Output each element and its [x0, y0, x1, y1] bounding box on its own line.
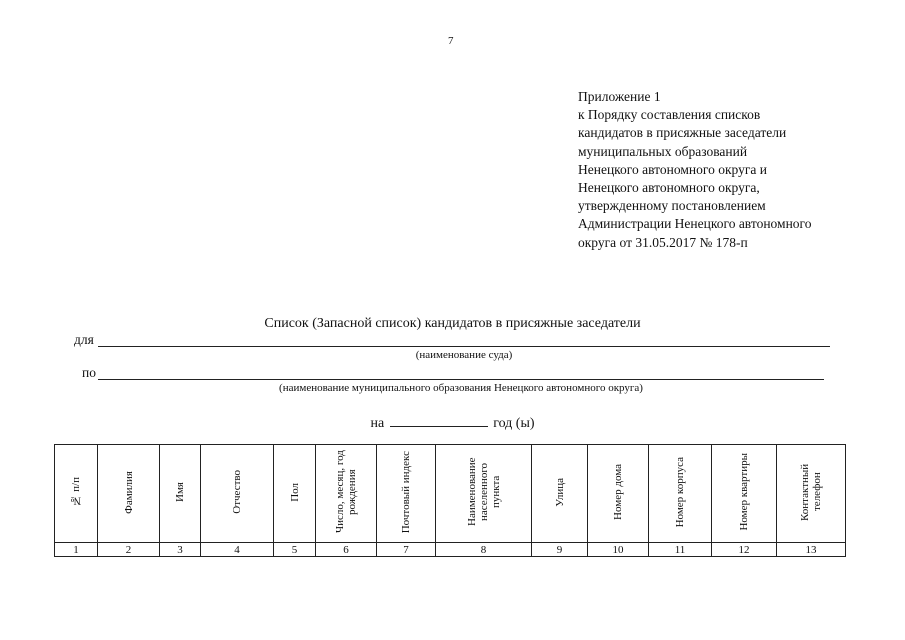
appendix-line: Приложение 1 [578, 89, 661, 104]
appendix-line: Ненецкого автономного округа, [578, 180, 760, 196]
header-birthdate: Число, месяц, год рождения [334, 450, 358, 534]
column-number: 12 [712, 543, 777, 557]
column-number: 8 [436, 543, 532, 557]
year-blank[interactable] [390, 414, 488, 427]
appendix-line: утвержденному постановлением [578, 198, 766, 214]
table-header-row [55, 445, 846, 543]
appendix-line: округа от 31.05.2017 № 178-п [578, 234, 748, 250]
header-cell [55, 445, 98, 543]
column-number: 5 [274, 543, 316, 557]
column-number: 7 [377, 543, 436, 557]
year-prefix: на [370, 416, 385, 431]
header-surname: Фамилия [122, 470, 135, 514]
column-number: 11 [649, 543, 712, 557]
column-number: 13 [777, 543, 846, 557]
header-postal-code: Почтовый индекс [400, 450, 412, 534]
header-phone: Контактный телефон [799, 463, 823, 521]
header-apartment: Номер квартиры [738, 453, 750, 531]
header-cell [274, 445, 316, 543]
appendix-line: к Порядку составления списков [578, 107, 761, 123]
header-cell [436, 445, 532, 543]
header-sex: Пол [288, 482, 301, 502]
candidates-table [54, 444, 846, 557]
page-number: 7 [448, 35, 454, 47]
header-cell [649, 445, 712, 543]
column-number: 4 [201, 543, 274, 557]
appendix-line: кандидатов в присяжные заседатели [578, 125, 787, 141]
header-cell [777, 445, 846, 543]
court-caption: (наименование суда) [415, 349, 513, 361]
year-suffix: год (ы) [493, 416, 535, 431]
municipality-blank-line[interactable] [98, 379, 824, 380]
appendix-line: муниципальных образований [578, 143, 748, 159]
year-line [0, 414, 905, 432]
municipality-caption: (наименование муниципального образования Ненецкого автономного округа) [279, 382, 643, 394]
header-patronymic: Отчество [231, 470, 243, 514]
document-title: Список (Запасной список) кандидатов в присяжные заседатели [264, 316, 641, 331]
header-cell [316, 445, 377, 543]
header-cell [712, 445, 777, 543]
column-number: 10 [588, 543, 649, 557]
header-cell [532, 445, 588, 543]
court-blank-line[interactable] [98, 346, 830, 347]
header-building: Номер корпуса [674, 456, 686, 528]
appendix-line: Ненецкого автономного округа и [578, 161, 767, 177]
header-house: Номер дома [612, 464, 624, 520]
column-number: 3 [160, 543, 201, 557]
header-cell [160, 445, 201, 543]
header-cell [201, 445, 274, 543]
header-name: Имя [174, 482, 186, 502]
header-cell [98, 445, 160, 543]
appendix-line: Администрации Ненецкого автономного [578, 216, 812, 232]
court-prefix: для [74, 332, 94, 347]
header-locality: Наименование населенного пункта [465, 457, 502, 527]
column-number: 6 [316, 543, 377, 557]
column-number: 1 [55, 543, 98, 557]
table-number-row [55, 543, 846, 557]
header-cell [588, 445, 649, 543]
municipality-prefix: по [82, 365, 96, 380]
appendix-note [578, 88, 888, 252]
header-number: № п/п [70, 477, 82, 507]
column-number: 2 [98, 543, 160, 557]
header-street: Улица [553, 477, 566, 507]
column-number: 9 [532, 543, 588, 557]
header-cell [377, 445, 436, 543]
